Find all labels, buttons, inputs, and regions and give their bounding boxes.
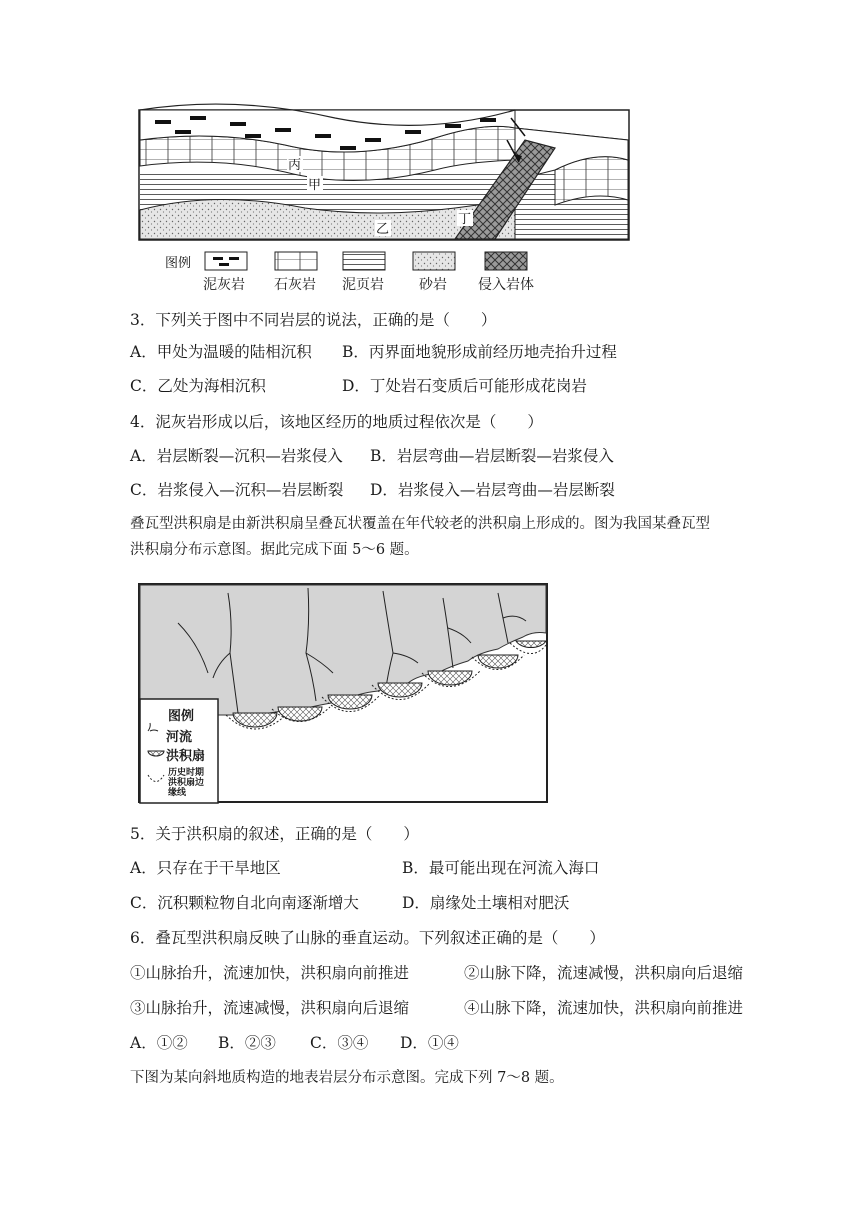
q6-option-c[interactable]: C．③④ (310, 1034, 369, 1052)
q3-option-c[interactable]: C．乙处为海相沉积 (130, 377, 266, 395)
q5-option-b[interactable]: B．最可能出现在河流入海口 (402, 859, 600, 877)
fan-legend-river: 河流 (166, 730, 193, 745)
label-ding: 丁 (458, 212, 472, 227)
q6-statement-2: ②山脉下降，流速减慢，洪积扇向后退缩 (464, 964, 744, 982)
intro-5-6 (130, 514, 750, 560)
legend-title: 图例 (165, 256, 192, 271)
fan-legend-edge-line2: 洪积扇边 (168, 778, 205, 788)
label-yi: 乙 (376, 222, 390, 237)
question-6-stem: 6．叠瓦型洪积扇反映了山脉的垂直运动。下列叙述正确的是（ ） (130, 929, 605, 947)
q5-option-d[interactable]: D．扇缘处土壤相对肥沃 (402, 894, 570, 912)
q4-option-b[interactable]: B．岩层弯曲—岩层断裂—岩浆侵入 (370, 447, 614, 465)
question-3-stem: 3．下列关于图中不同岩层的说法，正确的是（ ） (130, 311, 497, 329)
q5-option-c[interactable]: C．沉积颗粒物自北向南逐渐增大 (130, 894, 359, 912)
legend-label-intrusive: 侵入岩体 (478, 277, 534, 293)
q3-option-a[interactable]: A．甲处为温暖的陆相沉积 (130, 343, 312, 361)
fan-legend-fan: 洪积扇 (166, 749, 206, 764)
legend-label-sandstone: 砂岩 (419, 277, 447, 293)
q4-option-c[interactable]: C．岩浆侵入—沉积—岩层断裂 (130, 481, 344, 499)
label-bing: 丙 (288, 158, 302, 173)
q4-option-d[interactable]: D．岩浆侵入—岩层弯曲—岩层断裂 (370, 481, 615, 499)
figure-alluvial-fans (138, 583, 550, 805)
fan-legend-edge-line3: 缘线 (168, 788, 187, 798)
q4-option-a[interactable]: A．岩层断裂—沉积—岩浆侵入 (130, 447, 343, 465)
fan-legend-title: 图例 (168, 709, 195, 724)
question-5-stem: 5．关于洪积扇的叙述，正确的是（ ） (130, 825, 419, 843)
q6-option-a[interactable]: A．①② (130, 1034, 188, 1052)
q3-option-b[interactable]: B．丙界面地貌形成前经历地壳抬升过程 (342, 343, 617, 361)
intro-5-6-line1: 叠瓦型洪积扇是由新洪积扇呈叠瓦状覆盖在年代较老的洪积扇上形成的。图为我国某叠瓦型 (130, 516, 710, 532)
intro-5-6-line2: 洪积扇分布示意图。据此完成下面 5～6 题。 (130, 542, 419, 558)
q3-option-d[interactable]: D．丁处岩石变质后可能形成花岗岩 (342, 377, 587, 395)
label-jia: 甲 (308, 178, 322, 193)
legend-label-limestone: 石灰岩 (274, 277, 316, 293)
q6-statement-3: ③山脉抬升，流速减慢，洪积扇向后退缩 (130, 999, 410, 1017)
legend-label-mudstone: 泥灰岩 (203, 277, 245, 293)
legend-label-shale: 泥页岩 (342, 277, 384, 293)
fan-legend-edge (168, 768, 204, 798)
q6-statement-1: ①山脉抬升，流速加快，洪积扇向前推进 (130, 964, 410, 982)
q6-option-d[interactable]: D．①④ (400, 1034, 459, 1052)
q5-option-a[interactable]: A．只存在于干旱地区 (130, 859, 281, 877)
q6-option-b[interactable]: B．②③ (218, 1034, 276, 1052)
q6-statement-4: ④山脉下降，流速加快，洪积扇向前推进 (464, 999, 744, 1017)
intro-7-8: 下图为某向斜地质构造的地表岩层分布示意图。完成下列 7～8 题。 (130, 1070, 564, 1086)
question-4-stem: 4．泥灰岩形成以后，该地区经历的地质过程依次是（ ） (130, 413, 543, 431)
figure-cross-section (135, 100, 635, 295)
fan-legend-edge-line1: 历史时期 (168, 768, 205, 778)
cross-section-diagram (135, 100, 635, 295)
